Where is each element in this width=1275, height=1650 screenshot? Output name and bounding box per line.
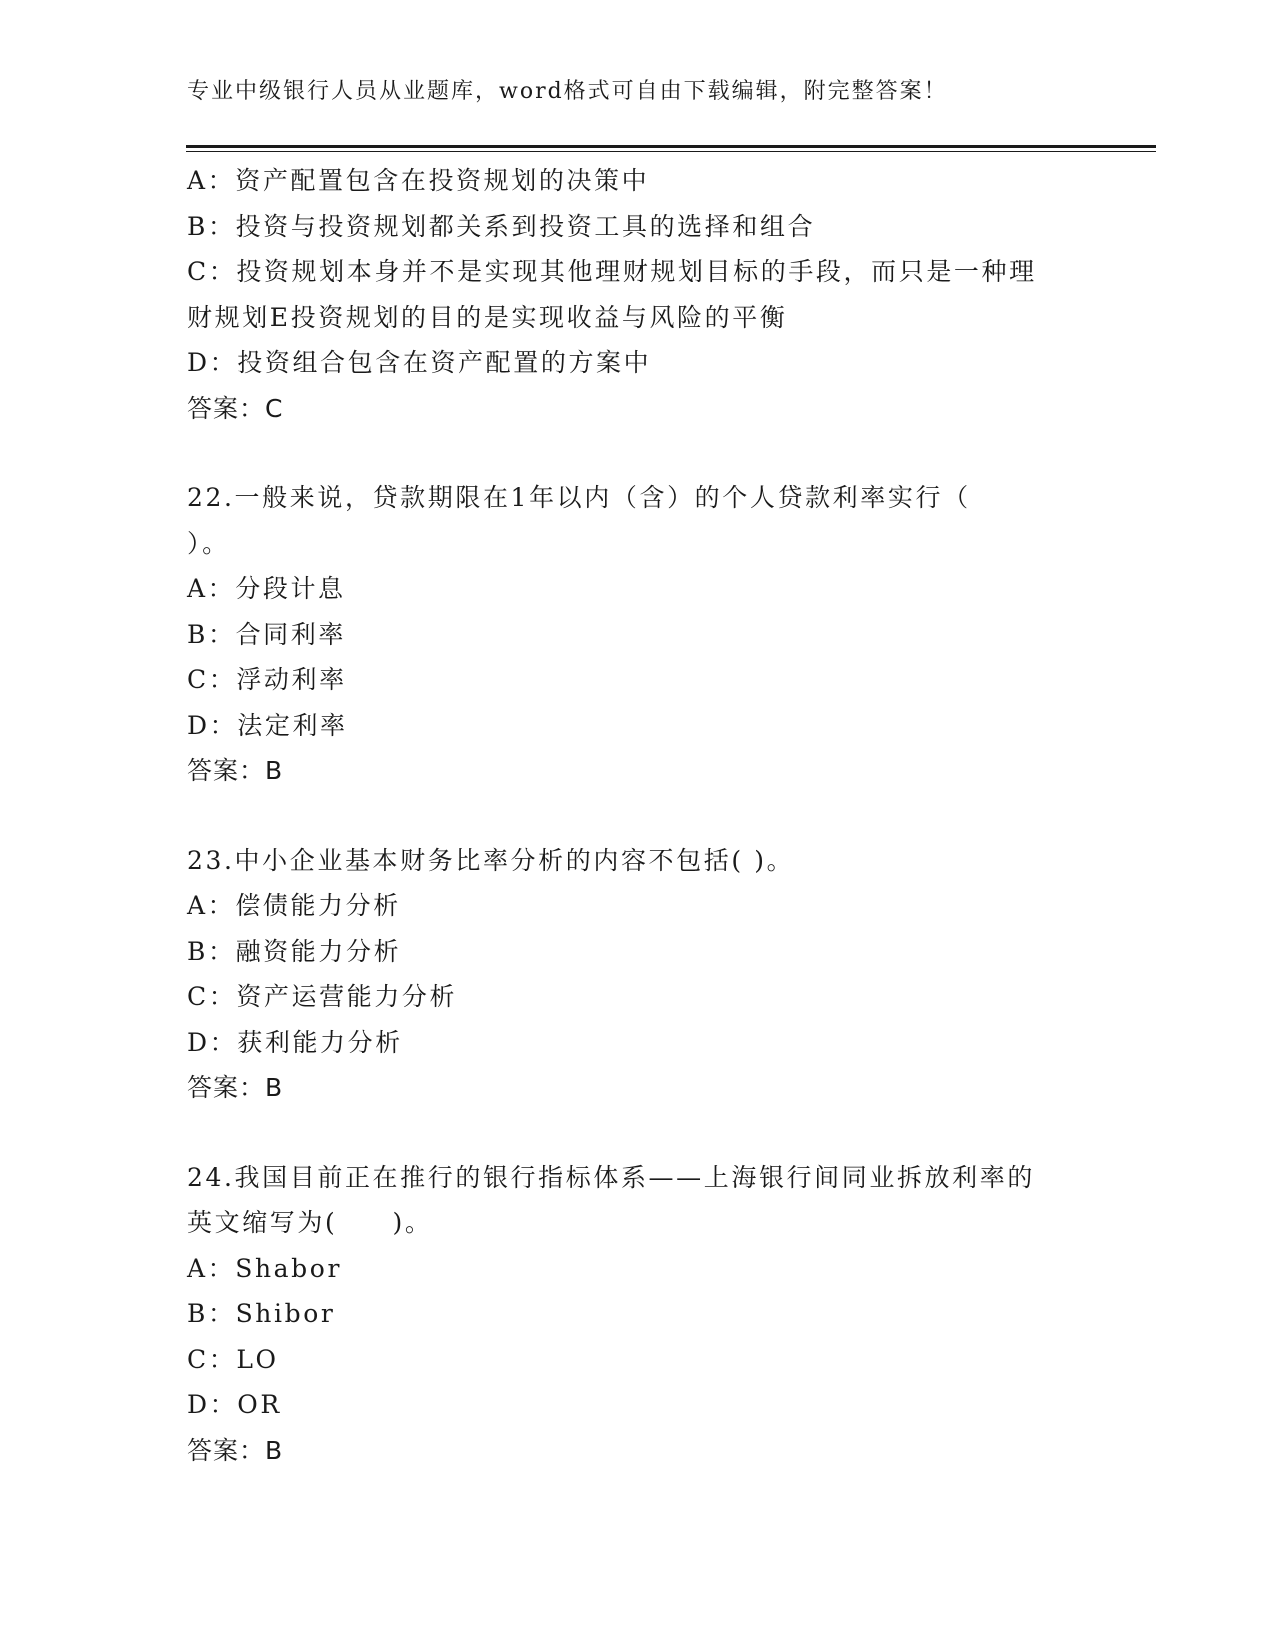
- option-line: A：偿债能力分析: [187, 891, 401, 920]
- question-stem: 23.中小企业基本财务比率分析的内容不包括( )。: [187, 845, 795, 875]
- option-line: B：合同利率: [187, 619, 346, 649]
- question-24: [187, 1155, 1087, 1474]
- question-21-continued: [187, 158, 1087, 431]
- option-line: A：Shabor: [187, 1253, 342, 1283]
- header-rule-thin: [186, 151, 1156, 152]
- option-line: D：获利能力分析: [187, 1027, 403, 1057]
- question-stem: 22.一般来说，贷款期限在1年以内（含）的个人贷款利率实行（: [187, 483, 971, 512]
- question-22: [187, 475, 1087, 794]
- option-line: B：投资与投资规划都关系到投资工具的选择和组合: [187, 211, 816, 241]
- option-line: A：资产配置包含在投资规划的决策中: [187, 166, 650, 195]
- question-23: [187, 838, 1087, 1111]
- option-line: C：投资规划本身并不是实现其他理财规划目标的手段，而只是一种理: [187, 257, 1037, 286]
- answer-line: 答案：C: [187, 393, 284, 423]
- question-stem: 英文缩写为( )。: [187, 1208, 433, 1237]
- answer-line: 答案：B: [187, 756, 284, 785]
- question-content: [187, 158, 1087, 1473]
- question-stem: ）。: [187, 528, 230, 558]
- option-line: D：OR: [187, 1390, 282, 1419]
- answer-line: 答案：B: [187, 1073, 284, 1102]
- option-line: C：浮动利率: [187, 665, 347, 694]
- answer-line: 答案：B: [187, 1435, 284, 1465]
- header-rule-thick: [186, 145, 1156, 148]
- option-line: C：LO: [187, 1344, 279, 1374]
- option-line: D：法定利率: [187, 710, 348, 740]
- option-line: B：融资能力分析: [187, 936, 402, 966]
- question-stem: 24.我国目前正在推行的银行指标体系——上海银行间同业拆放利率的: [187, 1162, 1035, 1192]
- spacer: [187, 431, 1087, 475]
- spacer: [187, 794, 1087, 838]
- option-line: C：资产运营能力分析: [187, 982, 458, 1011]
- option-line: A：分段计息: [187, 574, 346, 603]
- page-header: 专业中级银行人员从业题库，word格式可自由下载编辑，附完整答案！: [187, 79, 948, 104]
- option-line: B：Shibor: [187, 1299, 336, 1328]
- option-line: D：投资组合包含在资产配置的方案中: [187, 348, 652, 377]
- spacer: [187, 1111, 1087, 1155]
- option-line: 财规划E投资规划的目的是实现收益与风险的平衡: [187, 302, 788, 332]
